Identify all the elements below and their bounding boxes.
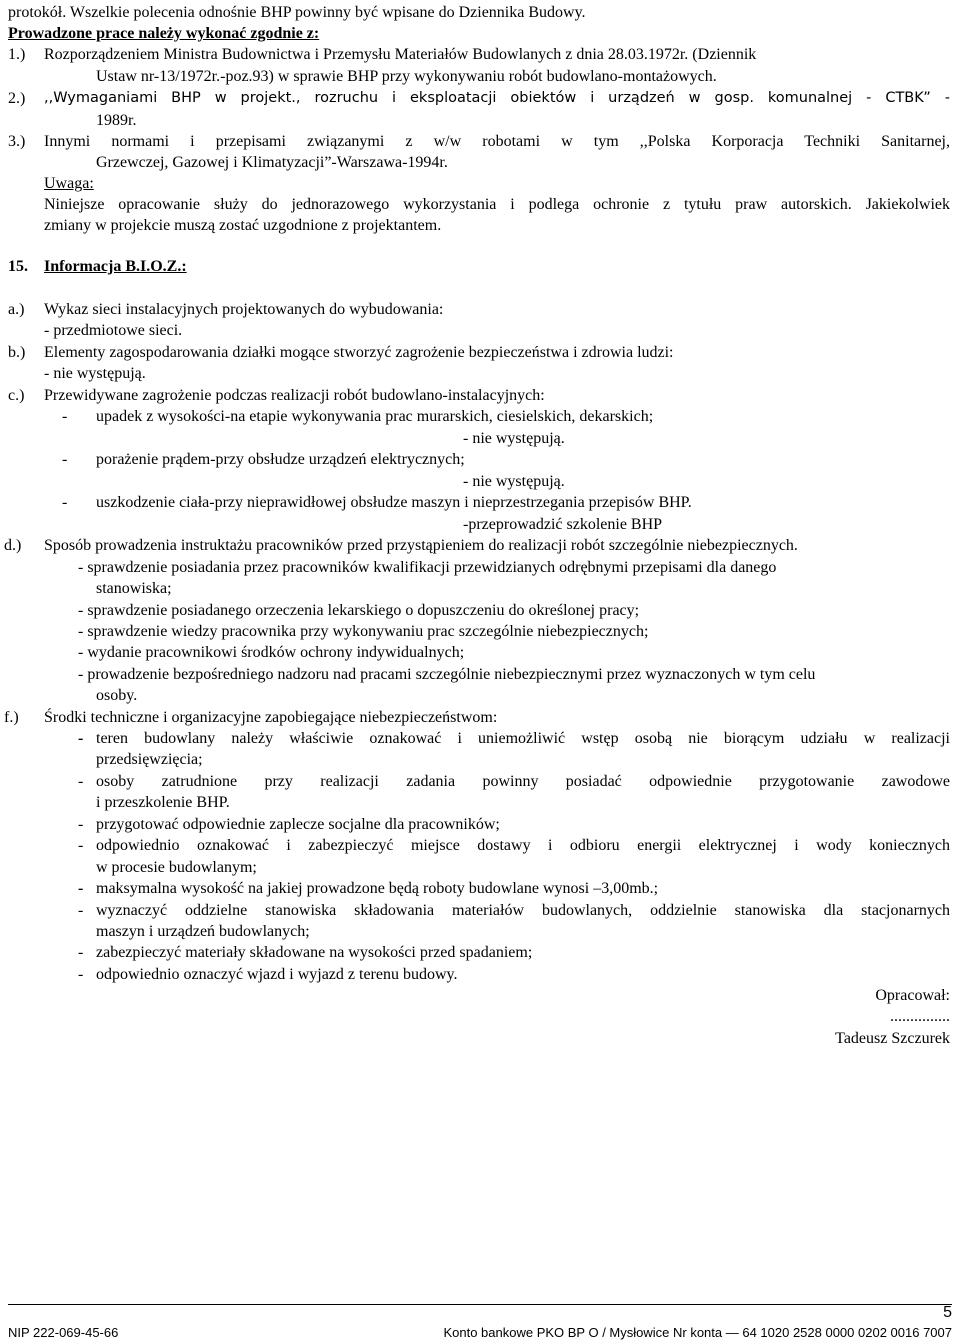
text-line: osoby. [96,687,138,704]
bullet-text: porażenie prądem-przy obsłudze urządzeń elektrycznych; [96,451,465,468]
bullet-text: wyznaczyć oddzielne stanowiska składowania materiałów budowlanych, oddzielnie stanowiska dla stacjonarnych [96,902,950,919]
bullet-dash: - [78,944,84,961]
text-line: - nie występują. [44,365,146,382]
text-line: i przeszkolenie BHP. [96,794,230,811]
bullet-text: maksymalna wysokość na jakiej prowadzone będą roboty budowlane wynosi –3,00mb.; [96,880,659,897]
bullet-text: uszkodzenie ciała-przy nieprawidłowej obsłudze maszyn i nieprzestrzegania przepisów BHP. [96,494,692,511]
text-line: Elementy zagospodarowania działki mogące stworzyć zagrożenie bezpieczeństwa i zdrowia ludzi: [44,344,674,361]
section-number: 15. [8,258,28,275]
signature-name: Tadeusz Szczurek [835,1030,950,1047]
section-title: Informacja B.I.O.Z.: [44,258,187,275]
bullet-text: - sprawdzenie posiadania przez pracowników kwalifikacji przewidzianych odrębnymi przepisami dla danego [78,559,777,576]
text-line: -przeprowadzić szkolenie BHP [463,516,663,533]
text-line: - nie występują. [463,430,565,447]
text-line: maszyn i urządzeń budowlanych; [96,923,310,940]
text-line: zmiany w projekcie muszą zostać uzgodnione z projektantem. [44,217,442,234]
bullet-text: - prowadzenie bezpośredniego nadzoru nad pracami szczególnie niebezpiecznymi przez wyznaczonych w tym celu [78,666,816,683]
list-number: 1.) [8,46,26,63]
text-line: Niniejsze opracowanie służy do jednorazowego wykorzystania i podlega ochronie z tytułu praw autorskich. Jakiekolwiek [44,196,950,213]
list-label: c.) [8,387,25,404]
bullet-text: - sprawdzenie posiadanego orzeczenia lekarskiego o dopuszczeniu do określonej pracy; [78,602,640,619]
bullet-dash: - [78,902,84,919]
text-line: Przewidywane zagrożenie podczas realizacji robót budowlano-instalacyjnych: [44,387,545,404]
list-label: d.) [4,537,22,554]
section-heading: Prowadzone prace należy wykonać zgodnie z: [8,25,320,42]
footer-bank-account: Konto bankowe PKO BP O / Mysłowice Nr konta — 64 1020 2528 0000 0202 0016 7007 [443,1325,952,1340]
text-line: protokół. Wszelkie polecenia odnośnie BHP powinny być wpisane do Dziennika Budowy. [8,4,586,21]
bullet-dash: - [62,494,68,511]
text-line: przedsięwzięcia; [96,751,203,768]
bullet-text: upadek z wysokości-na etapie wykonywania prac murarskich, ciesielskich, dekarskich; [96,408,654,425]
bullet-text: zabezpieczyć materiały składowane na wysokości przed spadaniem; [96,944,533,961]
text-line: Ustaw nr-13/1972r.-poz.93) w sprawie BHP przy wykonywaniu robót budowlano-montażowych. [96,68,717,85]
page-number: 5 [943,1304,952,1321]
bullet-dash: - [78,730,84,747]
note-heading: Uwaga: [44,175,94,192]
list-number: 2.) [8,90,26,107]
list-label: b.) [8,344,26,361]
bullet-text: - sprawdzenie wiedzy pracownika przy wykonywaniu prac szczególnie niebezpiecznych; [78,623,649,640]
bullet-dash: - [78,773,84,790]
bullet-text: odpowiednio oznakować i zabezpieczyć miejsce dostawy i odbioru energii elektrycznej i wody koniecznych [96,837,950,854]
bullet-text: teren budowlany należy właściwie oznakować i uniemożliwić wstęp osobą nie biorącym udziału w realizacji [96,730,950,747]
signature-line: ............... [890,1008,950,1025]
text-line: Grzewczej, Gazowej i Klimatyzacji”-Warszawa-1994r. [96,154,448,171]
footer-divider [8,1304,952,1305]
list-label: a.) [8,301,25,318]
text-line: w procesie budowlanym; [96,859,257,876]
text-line: 1989r. [96,112,137,129]
bullet-dash: - [78,966,84,983]
footer-nip: NIP 222-069-45-66 [8,1325,119,1340]
text-line: - przedmiotowe sieci. [44,322,183,339]
text-line: stanowiska; [96,580,172,597]
bullet-text: osoby zatrudnione przy realizacji zadania powinny posiadać odpowiednie przygotowanie zawodowe [96,773,950,790]
text-line: Środki techniczne i organizacyjne zapobiegające niebezpieczeństwom: [44,709,498,726]
signature-label: Opracował: [875,987,950,1004]
text-line: Rozporządzeniem Ministra Budownictwa i Przemysłu Materiałów Budowlanych z dnia 28.03.1972r. (Dziennik [44,46,757,63]
bullet-dash: - [62,408,68,425]
text-line: Sposób prowadzenia instruktażu pracowników przed przystąpieniem do realizacji robót szczególnie niebezpiecznych. [44,537,798,554]
text-line: Innymi normami i przepisami związanymi z w/w robotami w tym ,,Polska Korporacja Techniki Sanitarnej, [44,133,950,150]
text-line: - nie występują. [463,473,565,490]
bullet-dash: - [78,880,84,897]
bullet-dash: - [78,816,84,833]
text-line: Wykaz sieci instalacyjnych projektowanych do wybudowania: [44,301,444,318]
bullet-dash: - [62,451,68,468]
bullet-text: - wydanie pracownikowi środków ochrony indywidualnych; [78,644,465,661]
bullet-text: przygotować odpowiednie zaplecze socjalne dla pracowników; [96,816,500,833]
bullet-dash: - [78,837,84,854]
bullet-text: odpowiednio oznaczyć wjazd i wyjazd z terenu budowy. [96,966,458,983]
text-line: ,,Wymaganiami BHP w projekt., rozruchu i eksploatacji obiektów i urządzeń w gosp. komunalnej - CTBK” - [44,90,950,106]
list-number: 3.) [8,133,26,150]
list-label: f.) [4,709,19,726]
